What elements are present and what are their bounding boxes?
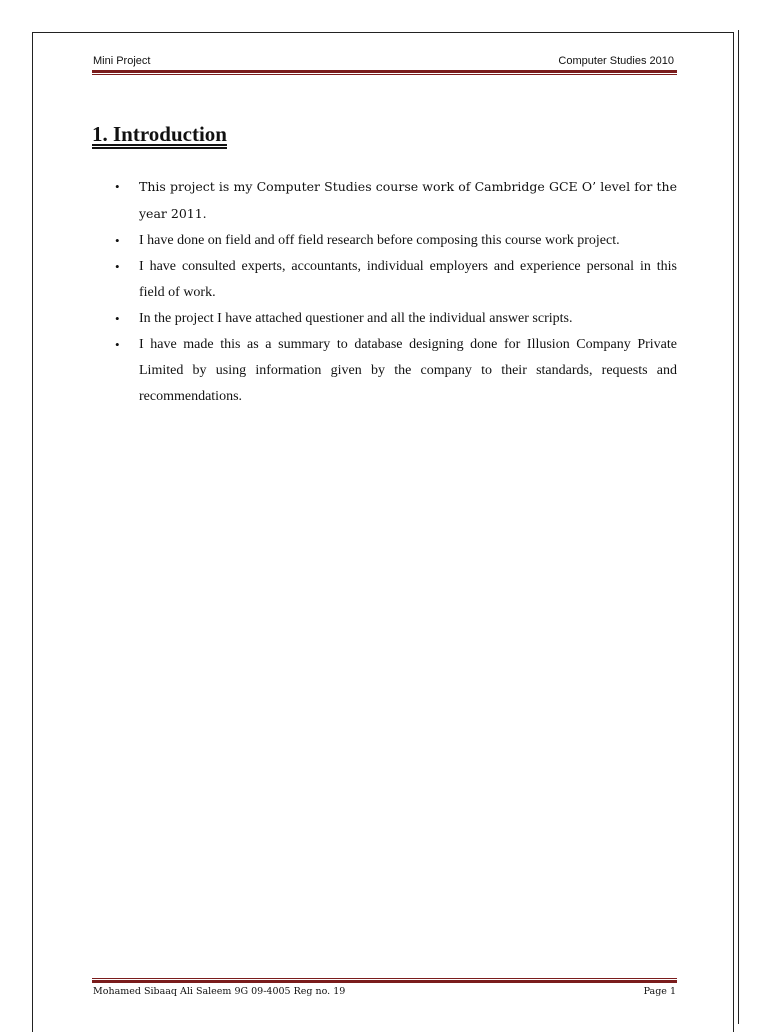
page-edge-line [738, 30, 739, 1024]
list-item [92, 332, 677, 410]
bullet-icon: • [115, 233, 120, 248]
bullet-icon: • [115, 259, 120, 274]
list-item-text: I have made this as a summary to database designing done for Illusion Company Private Limited by using information given by the company to their standards, requests and recommendations. [139, 337, 677, 404]
header-rule [92, 70, 677, 75]
list-item [92, 228, 677, 254]
section-title: 1. Introduction [92, 122, 227, 146]
page-number: Page 1 [643, 986, 676, 997]
header-left-text: Mini Project [93, 55, 151, 67]
section-content [92, 174, 677, 410]
list-item-text: This project is my Computer Studies course work of Cambridge GCE O’ level for the year 2011. [139, 179, 677, 221]
bullet-icon: • [115, 311, 120, 326]
bullet-icon: • [115, 337, 120, 352]
list-item-text: I have consulted experts, accountants, individual employers and experience personal in this field of work. [139, 259, 677, 300]
footer-author-text: Mohamed Sibaaq Ali Saleem 9G 09-4005 Reg no. 19 [93, 986, 346, 997]
list-item-text: In the project I have attached questioner and all the individual answer scripts. [139, 311, 573, 326]
list-item-text: I have done on field and off field research before composing this course work project. [139, 233, 620, 248]
list-item [92, 254, 677, 306]
header-right-text: Computer Studies 2010 [558, 55, 674, 67]
bullet-list [92, 174, 677, 410]
bullet-icon: • [115, 179, 120, 194]
list-item [92, 174, 677, 228]
page-header [92, 55, 677, 71]
list-item [92, 306, 677, 332]
footer-rule [92, 978, 677, 983]
